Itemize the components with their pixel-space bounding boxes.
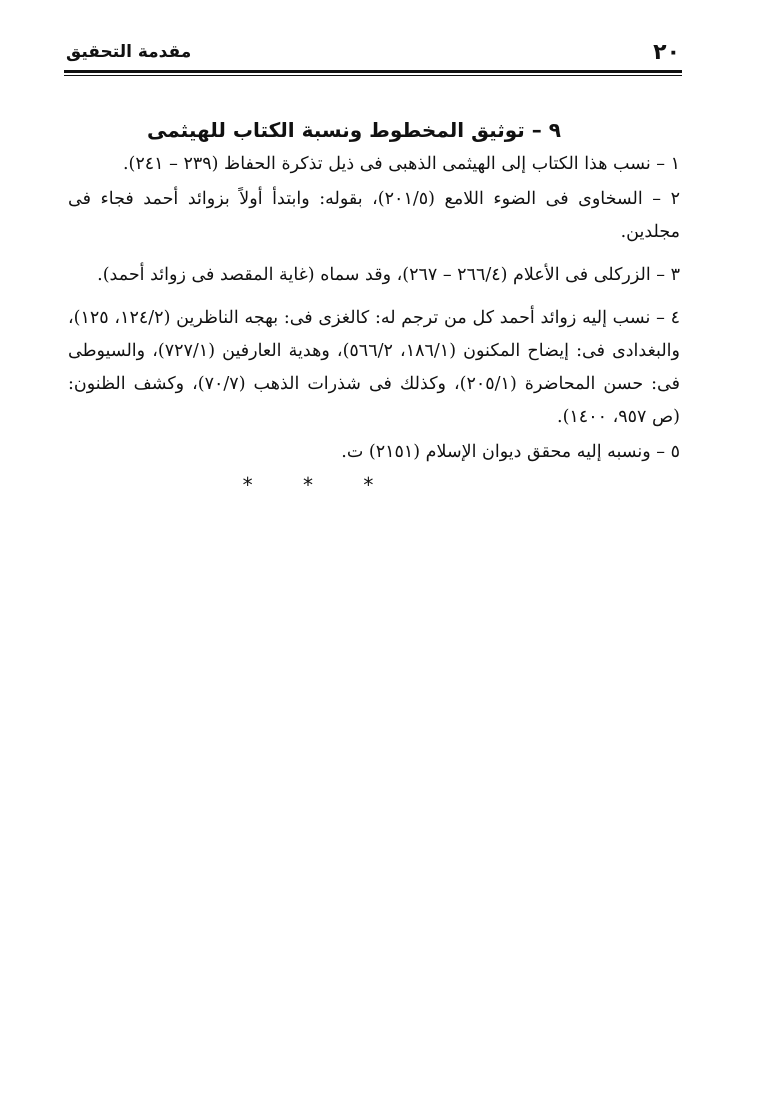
list-item: ٢ – السخاوى فى الضوء اللامع (٢٠١/٥)، بقوله: وابتدأ أولاً بزوائد أحمد فجاء فى مجلدين. [68, 189, 680, 242]
end-of-section-stars: * * * [242, 473, 396, 497]
running-title: مقدمة التحقيق [66, 42, 192, 62]
section-heading: ٩ – توثيق المخطوط ونسبة الكتاب للهيثمى [147, 118, 561, 142]
header-rule-thick [64, 70, 682, 73]
page-number: ٢٠ [653, 40, 680, 65]
list-item: ٣ – الزركلى فى الأعلام (٢٦٦/٤ – ٢٦٧)، وقد سماه (غاية المقصد فى زوائد أحمد). [97, 265, 680, 285]
list-item: ١ – نسب هذا الكتاب إلى الهيثمى الذهبى فى ذيل تذكرة الحفاظ (٢٣٩ – ٢٤١). [122, 154, 680, 174]
section-body [68, 118, 680, 497]
page-header [66, 36, 680, 70]
list-item: ٥ – ونسبه إليه محقق ديوان الإسلام (٢١٥١) ت. [341, 442, 680, 462]
list-item: ٤ – نسب إليه زوائد أحمد كل من ترجم له: كالغزى فى: بهجه الناظرين (١٢٤/٢، ١٢٥)، والبغدادى فى: إيضاح المكنون (١٨٦/١، ٥٦٦/٢)، وهدية العارفين (٧٢٧/١)، والسيوطى فى: حسن المحاضرة (٢٠٥/١)، وكذلك فى شذرات الذهب (٧٠/٧)، وكشف الظنون: (ص ٩٥٧، ١٤٠٠). [68, 308, 680, 427]
header-rule-thin [64, 75, 682, 76]
